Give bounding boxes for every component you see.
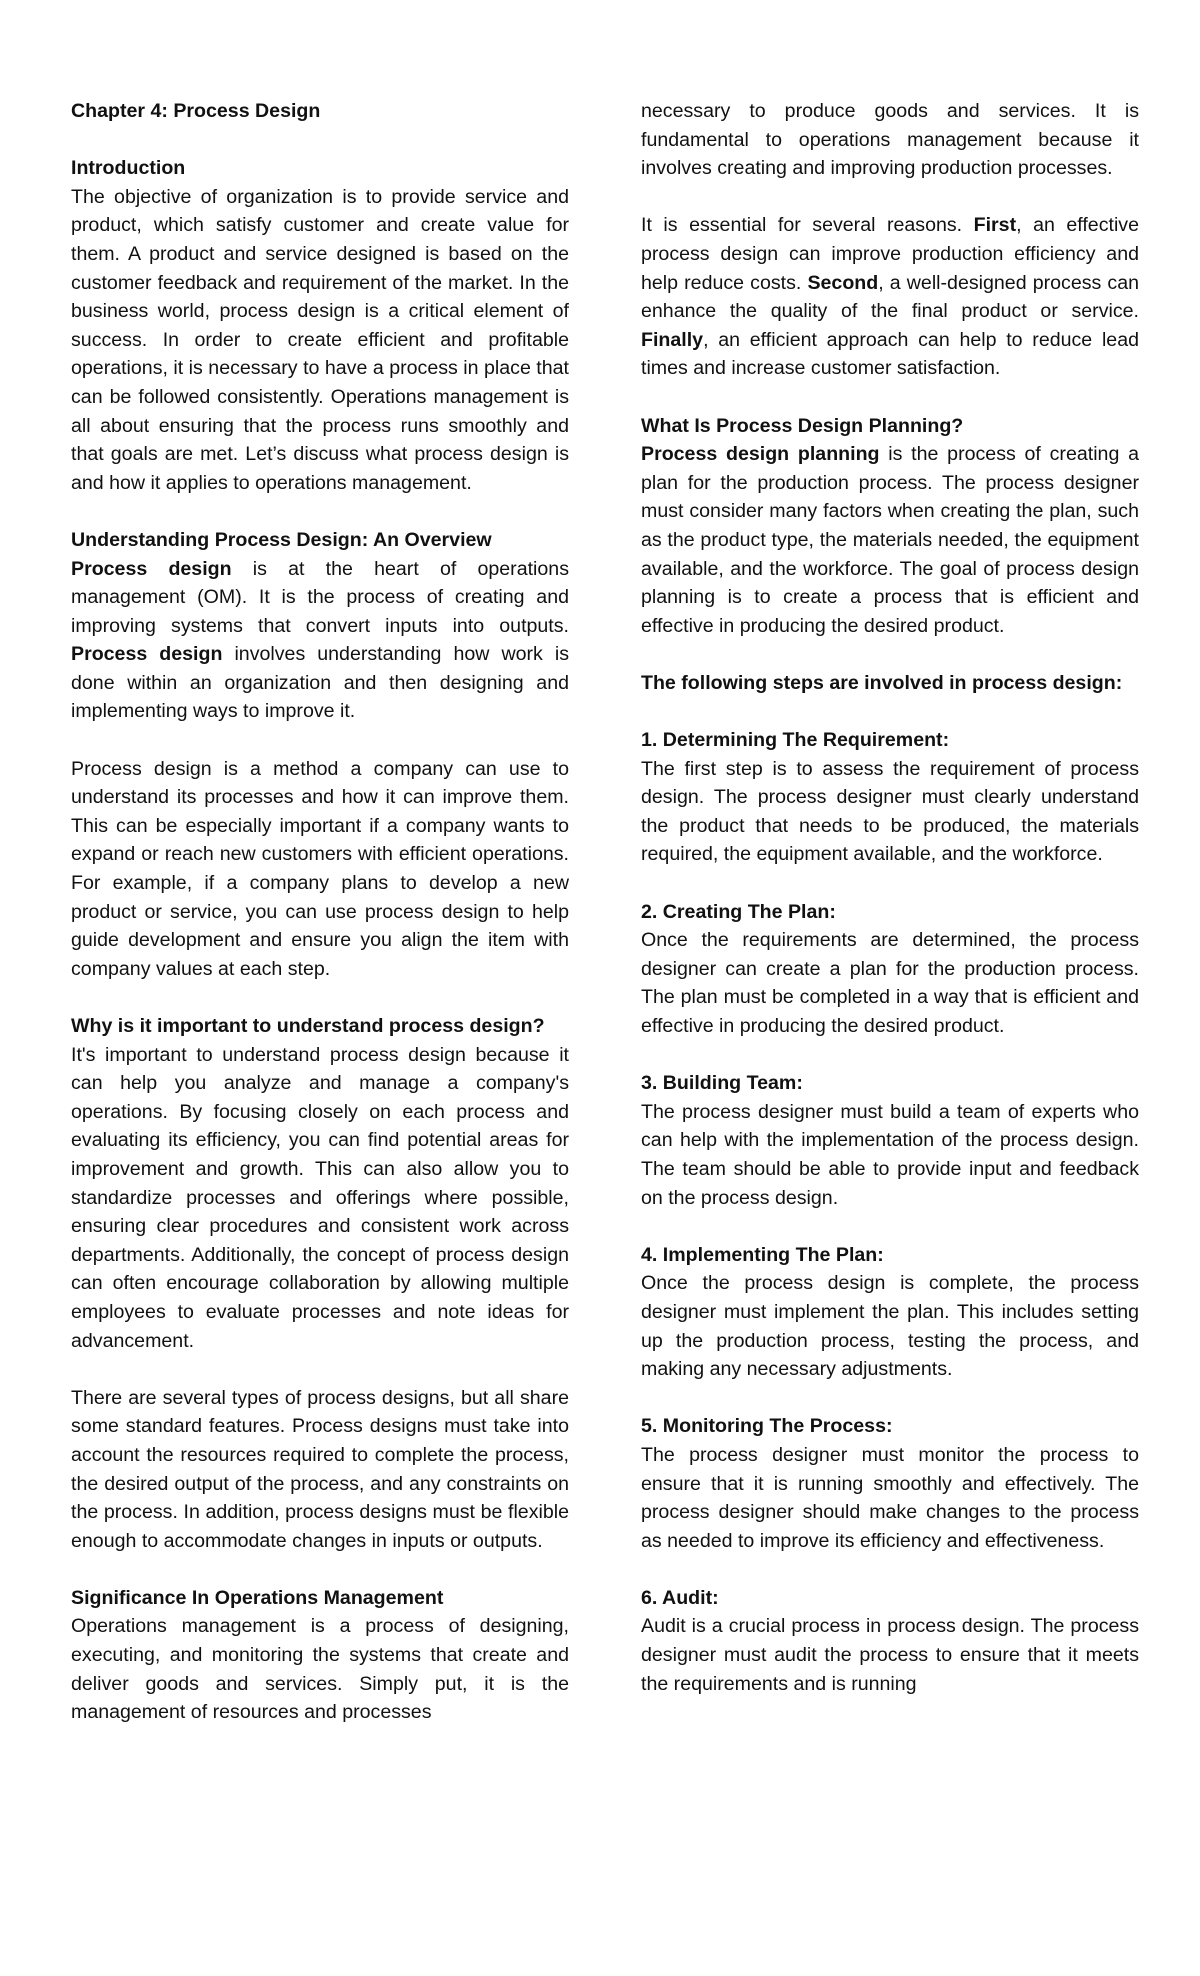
left-column bbox=[71, 97, 569, 1727]
step-text: The process designer must build a team of experts who can help with the implementation of the process design. The team should be able to provide input and feedback on the process design. bbox=[641, 1100, 1139, 1209]
step-heading: 1. Determining The Requirement: bbox=[641, 729, 950, 752]
overview-paragraph-1: Process design is at the heart of operations management (OM). It is the process of creating and improving systems that convert inputs into outputs. Process design involves understanding how work is done within an organization and then designing and implementing ways to improve it. bbox=[71, 557, 569, 723]
step-heading: 5. Monitoring The Process: bbox=[641, 1415, 893, 1438]
why-heading: Why is it important to understand process design? bbox=[71, 1015, 545, 1037]
step-heading: 6. Audit: bbox=[641, 1586, 719, 1609]
step-heading: 2. Creating The Plan: bbox=[641, 900, 836, 923]
significance-heading: Significance In Operations Management bbox=[71, 1586, 444, 1609]
chapter-title: Chapter 4: Process Design bbox=[71, 100, 321, 122]
introduction-paragraph: The objective of organization is to provide service and product, which satisfy customer and create value for them. A product and service designed is based on the customer feedback and requirement of the market. In the business world, process design is a critical element of success. In order to create efficient and profitable operations, it is necessary to have a process in place that can be followed consistently. Operations management is all about ensuring that the process runs smoothly and that goals are met. Let’s discuss what process design is and how it applies to operations management. bbox=[71, 185, 569, 494]
step-text: Once the requirements are determined, the process designer can create a plan for the production process. The plan must be completed in a way that is efficient and effective in producing the desired product. bbox=[641, 929, 1139, 1037]
significance-continued-paragraph: necessary to produce goods and services. It is fundamental to operations management because it involves creating and improving production processes. bbox=[641, 100, 1139, 180]
step-heading: 3. Building Team: bbox=[641, 1072, 803, 1095]
step-text: The first step is to assess the requirement of process design. The process designer must clearly understand the product that needs to be produced, the materials required, the equipment available, and the workforce. bbox=[641, 757, 1139, 866]
planning-paragraph: Process design planning is the process of creating a plan for the production process. The process designer must consider many factors when creating the plan, such as the product type, the materials needed, the equipment available, and the workforce. The goal of process design planning is to create a process that is efficient and effective in producing the desired product. bbox=[641, 443, 1139, 637]
why-paragraph: It's important to understand process design because it can help you analyze and manage a company's operations. By focusing closely on each process and evaluating its efficiency, you can find potential areas for improvement and growth. This can also allow you to standardize processes and offerings where possible, ensuring clear procedures and consistent work across departments. Additionally, the concept of process design can often encourage collaboration by allowing multiple employees to evaluate processes and note ideas for advancement. bbox=[71, 1043, 569, 1352]
bold-term: Process design bbox=[71, 643, 223, 666]
significance-paragraph: Operations management is a process of designing, executing, and monitoring the systems that create and deliver goods and services. Simply put, it is the management of resources and processes bbox=[71, 1615, 569, 1724]
bold-term: Process design planning bbox=[641, 443, 880, 466]
introduction-heading: Introduction bbox=[71, 157, 186, 180]
step-text: The process designer must monitor the process to ensure that it is running smoothly and effectively. The process designer should make changes to the process as needed to improve its efficiency and effectiveness. bbox=[641, 1443, 1139, 1552]
overview-paragraph-2: Process design is a method a company can use to understand its processes and how it can improve them. This can be especially important if a company wants to expand or reach new customers with efficient operations. For example, if a company plans to develop a new product or service, you can use process design to help guide development and ensure you align the item with company values at each step. bbox=[71, 757, 569, 980]
step-text: Once the process design is complete, the process designer must implement the plan. This includes setting up the production process, testing the process, and making any necessary adjustments. bbox=[641, 1272, 1139, 1381]
types-paragraph: There are several types of process designs, but all share some standard features. Process designs must take into account the resources required to complete the process, the desired output of the process, and any constraints on the process. In addition, process designs must be flexible enough to accommodate changes in inputs or outputs. bbox=[71, 1386, 569, 1552]
essential-paragraph: It is essential for several reasons. First, an effective process design can improve production efficiency and help reduce costs. Second, a well-designed process can enhance the quality of the final product or service. Finally, an efficient approach can help to reduce lead times and increase customer satisfaction. bbox=[641, 214, 1140, 380]
planning-heading: What Is Process Design Planning? bbox=[641, 414, 964, 437]
step-text: Audit is a crucial process in process design. The process designer must audit the process to ensure that it meets the requirements and is running bbox=[641, 1615, 1139, 1695]
overview-heading: Understanding Process Design: An Overview bbox=[71, 528, 492, 551]
bold-term: Process design bbox=[71, 557, 232, 580]
step-heading: 4. Implementing The Plan: bbox=[641, 1243, 884, 1266]
right-column bbox=[641, 97, 1139, 1698]
steps-heading: The following steps are involved in process design: bbox=[641, 671, 1123, 694]
